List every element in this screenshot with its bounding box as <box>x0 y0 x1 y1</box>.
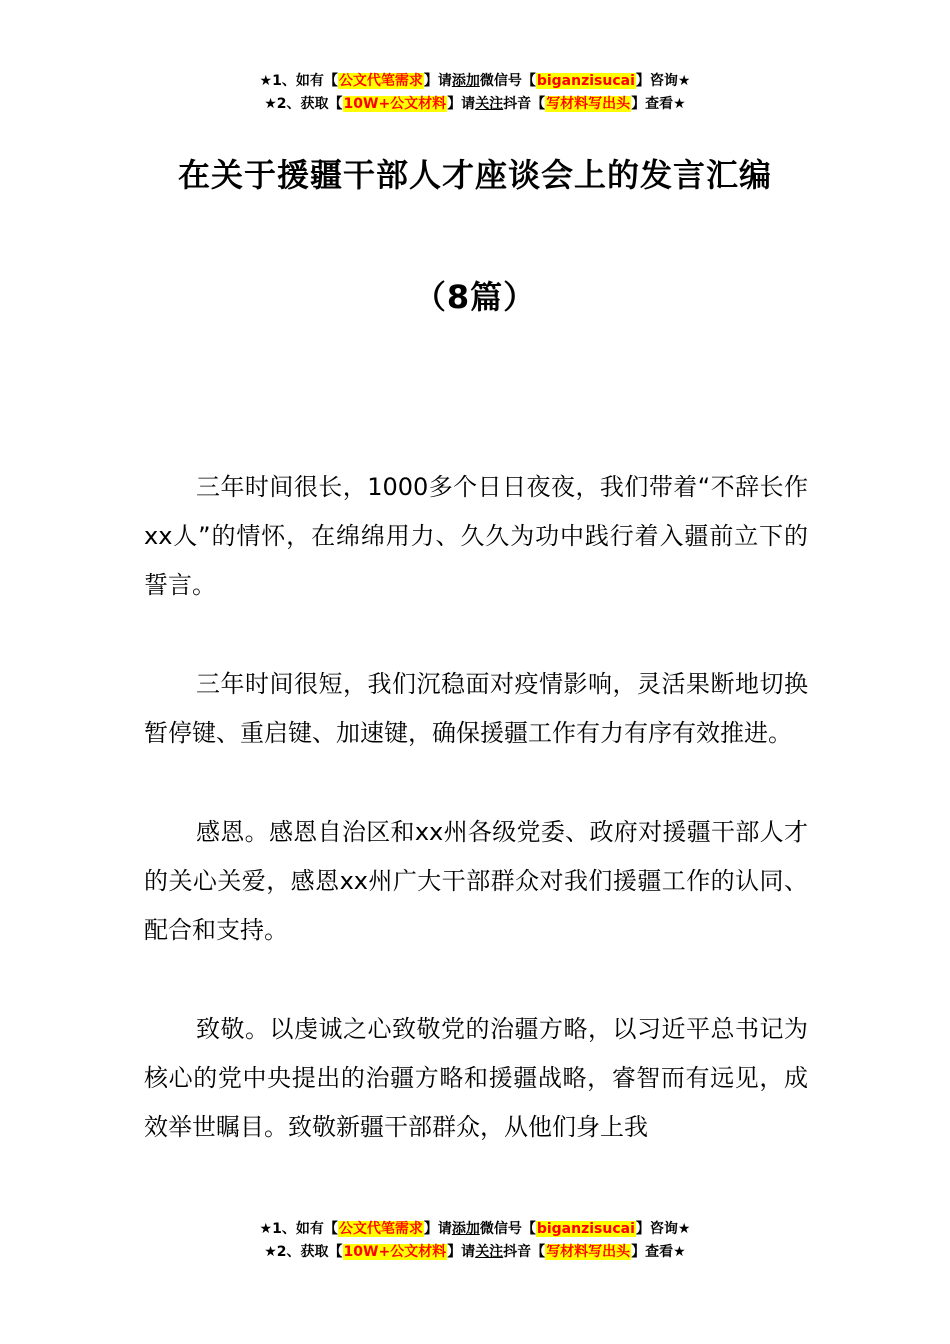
promo-highlight: 公文代笔需求 <box>338 1221 423 1237</box>
promo-text: 微信号【 <box>479 73 536 89</box>
promo-text: ★1、如有【 <box>259 1221 338 1237</box>
promo-text: 抖音【 <box>503 1244 546 1260</box>
promo-text: ★1、如有【 <box>259 73 338 89</box>
promo-line-2 <box>0 1241 950 1264</box>
promo-line-1 <box>0 1218 950 1241</box>
promo-text: 抖音【 <box>503 96 546 112</box>
promo-text: 】咨询★ <box>635 1221 691 1237</box>
header-promo <box>0 70 950 116</box>
promo-text: 】请 <box>447 1244 476 1260</box>
footer-promo <box>0 1218 950 1264</box>
promo-text: 】请 <box>423 1221 452 1237</box>
document-body <box>144 463 808 1202</box>
promo-text: ★2、获取【 <box>264 1244 343 1260</box>
promo-text: ★2、获取【 <box>264 96 343 112</box>
wechat-id: biganzisucai <box>536 1221 635 1237</box>
promo-text: 】请 <box>447 96 476 112</box>
promo-underline: 关注 <box>475 1244 504 1260</box>
promo-text: 】请 <box>423 73 452 89</box>
promo-line-1 <box>0 70 950 93</box>
document-subtitle: （8篇） <box>413 278 537 316</box>
promo-text: 微信号【 <box>479 1221 536 1237</box>
document-title: 在关于援疆干部人才座谈会上的发言汇编 <box>177 156 772 194</box>
paragraph: 感恩。感恩自治区和xx州各级党委、政府对援疆干部人才的关心关爱，感恩xx州广大干部群众对我们援疆工作的认同、配合和支持。 <box>144 818 808 944</box>
promo-text: 】咨询★ <box>635 73 691 89</box>
promo-text: 】查看★ <box>631 1244 686 1260</box>
promo-underline: 添加 <box>451 73 480 89</box>
douyin-id: 写材料写出头 <box>546 96 631 112</box>
promo-highlight: 公文代笔需求 <box>338 73 423 89</box>
douyin-id: 写材料写出头 <box>546 1244 631 1260</box>
paragraph: 三年时间很长，1000多个日日夜夜，我们带着“不辞长作xx人”的情怀，在绵绵用力、久久为功中践行着入疆前立下的誓言。 <box>144 473 808 599</box>
promo-underline: 关注 <box>475 96 504 112</box>
promo-underline: 添加 <box>451 1221 480 1237</box>
wechat-id: biganzisucai <box>536 73 635 89</box>
promo-text: 】查看★ <box>631 96 686 112</box>
paragraph: 致敬。以虔诚之心致敬党的治疆方略，以习近平总书记为核心的党中央提出的治疆方略和援疆战略，睿智而有远见，成效举世瞩目。致敬新疆干部群众，从他们身上我 <box>144 1015 808 1141</box>
promo-line-2 <box>0 93 950 116</box>
promo-highlight: 10W+公文材料 <box>343 1244 447 1260</box>
paragraph: 三年时间很短，我们沉稳面对疫情影响，灵活果断地切换暂停键、重启键、加速键，确保援疆工作有力有序有效推进。 <box>144 670 808 747</box>
promo-highlight: 10W+公文材料 <box>343 96 447 112</box>
